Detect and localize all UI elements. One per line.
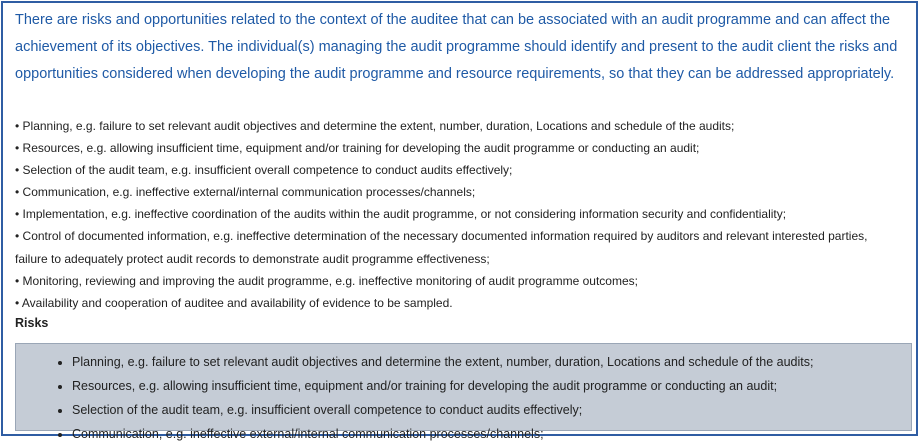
risk-panel [15,343,912,441]
bullet-item: • Control of documented information, e.g. ineffective determination of the necessary documented information required by auditors and relevant interested parties, [15,229,868,244]
document-frame [1,1,918,441]
bullet-item: • Implementation, e.g. ineffective coordination of the audits within the audit programme, or not considering information security and confidentiality; [15,207,787,222]
bullet-item: • Communication, e.g. ineffective external/internal communication processes/channels; [15,185,476,200]
bullet-item: • Availability and cooperation of auditee and availability of evidence to be sampled. [15,295,453,310]
bullet-item-continuation: failure to adequately protect audit records to demonstrate audit programme effectiveness; [15,251,490,266]
risks-heading: Risks [15,316,49,330]
risk-item: • Planning, e.g. failure to set relevant audit objectives and determine the extent, number, duration, Locations and schedule of the audits; [72,350,892,374]
risk-item: • Communication, e.g. ineffective external/internal communication processes/channels; [72,422,892,446]
risk-item: • Selection of the audit team, e.g. insufficient overall competence to conduct audits effectively; [72,398,892,422]
intro-paragraph: There are risks and opportunities related to the context of the auditee that can be associated with an audit programme and can affect the achievement of its objectives. The individual(s) managing the audit programme should identify and present to the audit client the risks and opportunities considered when developing the audit programme and resource requirements, so that they can be addressed appropriately. [15,12,898,82]
bullet-item: • Selection of the audit team, e.g. insufficient overall competence to conduct audits effectively; [15,163,513,178]
bullet-item: • Resources, e.g. allowing insufficient time, equipment and/or training for developing the audit programme or conducting an audit; [15,141,700,156]
bullet-item: • Monitoring, reviewing and improving the audit programme, e.g. ineffective monitoring of audit programme outcomes; [15,273,638,288]
risk-item: • Resources, e.g. allowing insufficient time, equipment and/or training for developing the audit programme or conducting an audit; [72,374,892,398]
bullet-list [15,115,915,314]
bullet-item: • Planning, e.g. failure to set relevant audit objectives and determine the extent, number, duration, Locations and schedule of the audits; [15,119,735,133]
risk-list [72,350,892,446]
